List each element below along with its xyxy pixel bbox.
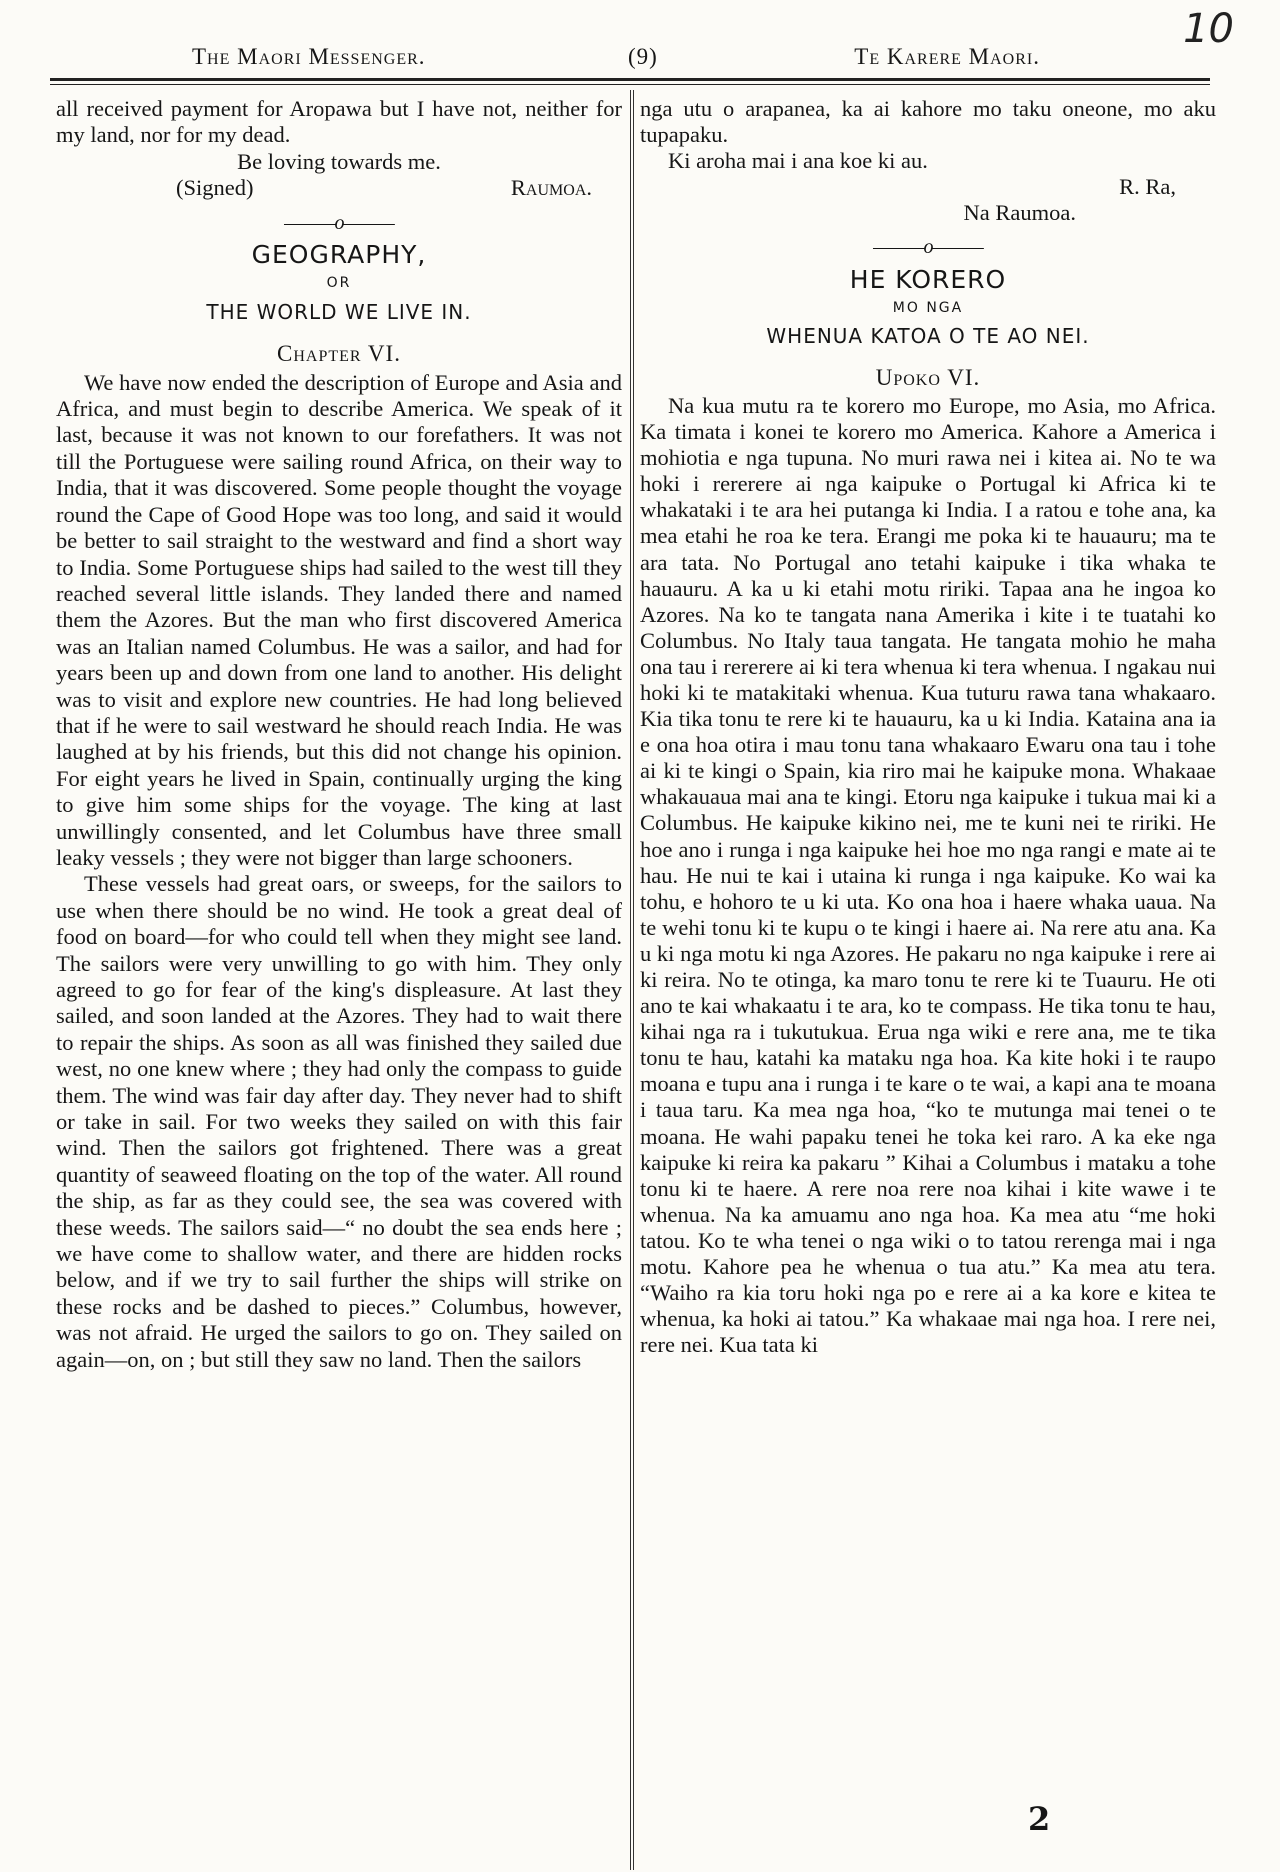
header-rule-thin — [50, 84, 1210, 85]
english-column — [56, 96, 622, 1373]
english-closing: Be loving towards me. — [237, 148, 441, 174]
page-mark: 10 — [1183, 6, 1234, 52]
english-paragraph-1: We have now ended the description of Europe and Asia and Africa, and must begin to describe America. We speak of it last, because it was not known to our forefathers. It was not till the Portuguese were sailing round Africa, on their way to India, that it was discovered. Some people thought the voyage round the Cape of Good Hope was too long, and said it would be better to sail straight to the westward and find a short way to India. Some Portuguese ships had sailed to the west till they reached several little islands. They landed there and named them the Azores. But the man who first discovered America was an Italian named Columbus. He was a sailor, and had for years been up and down from one land to another. His delight was to visit and explore new countries. He had long believed that if he were to sail westward he should reach India. He was laughed at by his friends, but this did not change his opinion. For eight years he lived in Spain, continually urging the king to give him some ships for the voyage. The king at last unwillingly consented, and let Columbus have three small leaky vessels ; they were not bigger than large schooners. — [56, 369, 622, 870]
maori-separator: ———o——— — [873, 236, 983, 259]
maori-signature-1: R. Ra, — [1119, 174, 1176, 200]
english-signer: Raumoa. — [510, 175, 592, 201]
header-english-title: The Maori Messenger. — [192, 44, 426, 69]
english-signed: (Signed) — [176, 175, 254, 201]
maori-title-mo: MO NGA — [892, 299, 964, 316]
english-chapter: Chapter VI. — [277, 341, 401, 367]
header-page-number: (9) — [628, 44, 658, 69]
english-subtitle: THE WORLD WE LIVE IN. — [206, 299, 472, 324]
english-title-or: OR — [326, 275, 352, 292]
maori-subtitle: WHENUA KATOA O TE AO NEI. — [766, 323, 1090, 348]
maori-chapter: Upoko VI. — [875, 364, 981, 390]
english-separator: ———o——— — [284, 211, 394, 234]
header-rule-thick — [50, 78, 1210, 81]
maori-closing: Ki aroha mai i ana koe ki au. — [668, 148, 928, 174]
maori-signature-2: Na Raumoa. — [963, 200, 1076, 226]
english-opening: all received payment for Aropawa but I have not, neither for my land, nor for my dead. — [56, 96, 622, 148]
column-divider — [630, 90, 634, 1870]
maori-opening: nga utu o arapanea, ka ai kahore mo taku oneone, mo aku tupapaku. — [640, 96, 1216, 148]
english-title: GEOGRAPHY, — [251, 240, 427, 270]
page-header — [50, 44, 1210, 78]
maori-paragraph-1: Na kua mutu ra te korero mo Europe, mo Asia, mo Africa. Ka timata i konei te korero mo America. Kahore a America i mohiotia e nga tupuna. No muri rawa nei i kitea ai. No te wa hoki i rererere ai nga kaipuke o Portugal ki Africa ki te whakataki i te ara hei putanga ki India. I a ratou e tohe ana, ka mea etahi he roa ke tera. Erangi me poka ki te hauauru; ma te ara tata. No Portugal ano tetahi kaipuke i tika whaka te hauauru. A ka u ki etahi motu ririki. Tapaa ana he ingoa ko Azores. Na ko te tangata nana Amerika i kite i te tuatahi ko Columbus. No Italy taua tangata. He tangata mohio he maha ona tau i rererere ai ki tera whenua ki tera whenua. I ngakau nui hoki ki te matakitaki whenua. Kua tuturu rawa tana whakaaro. Kia tika tonu te rere ki te hauauru, ka u ki India. Kataina ana ia e ona hoa otira i mau tonu tana whakaaro Ewaru ona tau i tohe ai ki te kingi o Spain, kia riro mai he kaipuke mona. Whakaae whakauaua mai ana te kingi. Etoru nga kaipuke i tukua mai ki a Columbus. He kaipuke kikino nei, me te kuni nei te ririki. He hoe ano i runga i nga kaipuke hei hoe mo nga rangi e mate ai te hau. He nui te kai i utaina ki runga i nga kaipuke. Ko wai ka tohu, e hohoro te u ki uta. Ko ona hoa i haere whaka uaua. Na te wehi tonu ki te kupu o te kingi i haere ai. Na rere atu ana. Ka u ki nga motu ki nga Azores. He pakaru no nga kaipuke i rere ai ki reira. No te otinga, ka maro tonu te rere ki te Tuauru. He oti ano te kai whakaatu i te ara, ko te compass. He tika tonu te hau, kihai nga ra i tukutukua. Erua nga wiki e rere ana, me te tika tonu te hau, katahi ka mataku nga hoa. Ka kite hoki i te raupo moana e tupu ana i runga i te kare o te wai, a kapi ana te moana i taua taru. Ka mea nga hoa, “ko te mutunga mai tenei o te moana. He wahi papaku tenei he toka kei raro. A ka eke nga kaipuke ki reira ka pakaru ” Kihai a Columbus i mataku a tohe tonu ki te haere. A rere noa rere noa kihai i kite wawe i te whenua. Na ka amuamu ano nga hoa. Ka mea atu “me hoki tatou. Ko te wha tenei o nga wiki o to tatou rerenga mai i nga motu. Kahore pea he whenua o tua atu.” Ka mea atu tera. “Waiho ra kia toru hoki nga po e rere ai a ka kore e kitea te whenua, ka hoki ai tatou.” Ka whakaae mai nga hoa. I rere nei, rere nei. Kua tata ki — [640, 392, 1216, 1358]
english-paragraph-2: These vessels had great oars, or sweeps, for the sailors to use when there should be no wind. He took a great deal of food on board—for who could tell when they might see land. The sailors were very unwilling to go with him. They only agreed to go for fear of the king's displeasure. At last they sailed, and soon landed at the Azores. They had to wait there to repair the ships. As soon as all was finished they sailed due west, no one knew where ; they had only the compass to guide them. The wind was fair day after day. They never had to shift or take in sail. For two weeks they sailed on with this fair wind. Then the sailors got frightened. There was a great quantity of seaweed floating on the top of the water. All round the ship, as far as they could see, the sea was covered with these weeds. The sailors said—“ no doubt the sea ends here ; we have come to shallow water, and there are hidden rocks below, and if we try to sail further the ships will strike on these rocks and be dashed to pieces.” Columbus, however, was not afraid. He urged the sailors to go on. They sailed on again—on, on ; but still they saw no land. Then the sailors — [56, 871, 622, 1372]
english-signature — [56, 175, 622, 201]
maori-title: HE KORERO — [849, 264, 1007, 294]
header-maori-title: Te Karere Maori. — [854, 44, 1040, 69]
sheet-signature-mark: 2 — [1028, 1800, 1051, 1838]
maori-column — [640, 96, 1216, 1358]
